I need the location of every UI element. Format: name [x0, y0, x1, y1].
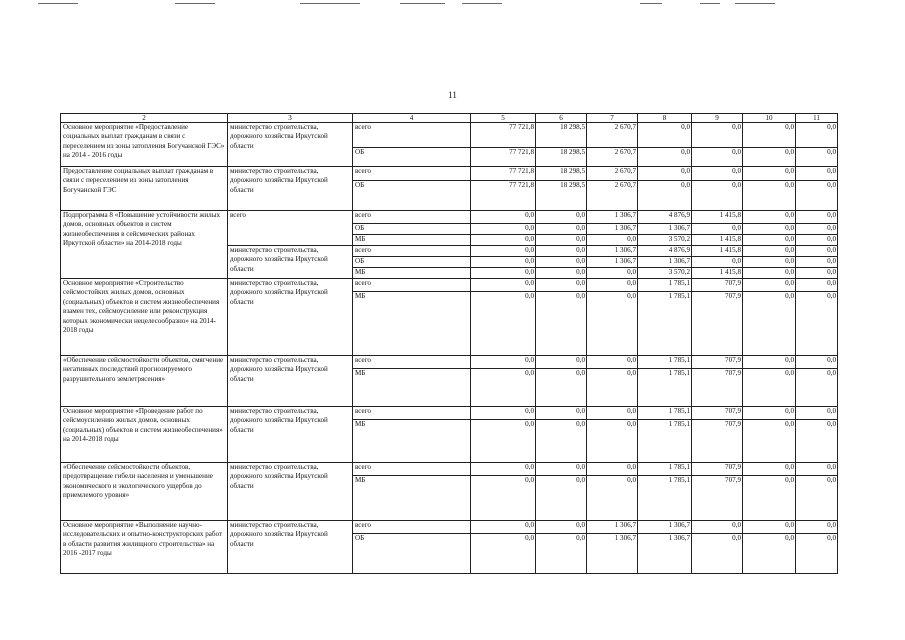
amount-cell: 0,0: [743, 476, 796, 521]
amount-cell: 1 785,1: [638, 279, 692, 292]
page-number: 11: [448, 90, 457, 100]
column-number: 8: [638, 114, 692, 123]
amount-cell: 707,9: [692, 407, 743, 420]
amount-cell: 0,0: [796, 292, 838, 356]
table-row: [61, 167, 838, 181]
column-number: 6: [536, 114, 587, 123]
amount-cell: 707,9: [692, 292, 743, 356]
amount-cell: 0,0: [536, 279, 587, 292]
column-number: 4: [353, 114, 471, 123]
column-number-header: [61, 114, 838, 123]
amount-cell: 707,9: [692, 476, 743, 521]
executor-name: министерство строительства, дорожного хозяйства Иркутской области: [228, 463, 353, 521]
amount-cell: 0,0: [536, 268, 587, 279]
amount-cell: 1 785,1: [638, 476, 692, 521]
amount-cell: 0,0: [743, 224, 796, 235]
funding-source: всего: [353, 407, 471, 420]
amount-cell: 0,0: [692, 123, 743, 148]
amount-cell: 0,0: [743, 246, 796, 257]
amount-cell: 0,0: [471, 463, 536, 476]
amount-cell: 0,0: [743, 123, 796, 148]
amount-cell: 0,0: [536, 356, 587, 369]
column-number: 10: [743, 114, 796, 123]
amount-cell: 2 670,7: [587, 123, 638, 148]
amount-cell: 0,0: [536, 534, 587, 574]
amount-cell: 18 298,5: [536, 123, 587, 148]
amount-cell: 0,0: [796, 279, 838, 292]
amount-cell: 0,0: [796, 521, 838, 534]
amount-cell: 0,0: [796, 476, 838, 521]
amount-cell: 3 570,2: [638, 268, 692, 279]
amount-cell: 0,0: [743, 181, 796, 211]
amount-cell: 0,0: [587, 369, 638, 407]
amount-cell: 1 306,7: [638, 257, 692, 268]
amount-cell: 0,0: [638, 123, 692, 148]
amount-cell: 1 306,7: [638, 521, 692, 534]
table-row: [61, 407, 838, 420]
amount-cell: 0,0: [743, 235, 796, 246]
column-number: 7: [587, 114, 638, 123]
amount-cell: 0,0: [471, 407, 536, 420]
amount-cell: 0,0: [471, 521, 536, 534]
amount-cell: 0,0: [743, 420, 796, 463]
amount-cell: 0,0: [796, 407, 838, 420]
funding-source: всего: [353, 246, 471, 257]
amount-cell: 1 415,8: [692, 268, 743, 279]
amount-cell: 0,0: [471, 476, 536, 521]
amount-cell: 0,0: [587, 407, 638, 420]
amount-cell: 77 721,8: [471, 167, 536, 181]
amount-cell: 0,0: [536, 211, 587, 224]
amount-cell: 0,0: [587, 292, 638, 356]
amount-cell: 0,0: [692, 148, 743, 167]
amount-cell: 0,0: [536, 521, 587, 534]
amount-cell: 707,9: [692, 463, 743, 476]
amount-cell: 2 670,7: [587, 181, 638, 211]
amount-cell: 1 306,7: [587, 521, 638, 534]
amount-cell: 0,0: [536, 246, 587, 257]
amount-cell: 0,0: [536, 420, 587, 463]
funding-source: МБ: [353, 369, 471, 407]
amount-cell: 0,0: [638, 181, 692, 211]
amount-cell: 0,0: [587, 235, 638, 246]
amount-cell: 0,0: [471, 534, 536, 574]
amount-cell: 0,0: [587, 476, 638, 521]
amount-cell: 0,0: [471, 224, 536, 235]
funding-source: всего: [353, 521, 471, 534]
amount-cell: 0,0: [587, 420, 638, 463]
amount-cell: 1 785,1: [638, 369, 692, 407]
table-row: [61, 123, 838, 148]
amount-cell: 0,0: [587, 356, 638, 369]
amount-cell: 4 876,9: [638, 246, 692, 257]
amount-cell: 0,0: [471, 246, 536, 257]
amount-cell: 0,0: [536, 292, 587, 356]
amount-cell: 0,0: [796, 420, 838, 463]
funding-source: ОБ: [353, 534, 471, 574]
amount-cell: 1 415,8: [692, 246, 743, 257]
amount-cell: 18 298,5: [536, 167, 587, 181]
executor-name: всего: [228, 211, 353, 246]
amount-cell: 0,0: [471, 420, 536, 463]
column-number: 3: [228, 114, 353, 123]
amount-cell: 0,0: [743, 257, 796, 268]
activity-name: Подпрограмма 8 «Повышение устойчивости жилых домов, основных объектов и систем жизнеобеспечения в сейсмических районах Иркутской области» на 2014-2018 годы: [61, 211, 228, 279]
funding-source: всего: [353, 279, 471, 292]
table-row: [61, 211, 838, 224]
amount-cell: 1 306,7: [638, 534, 692, 574]
funding-source: всего: [353, 211, 471, 224]
amount-cell: 0,0: [471, 292, 536, 356]
amount-cell: 0,0: [692, 181, 743, 211]
amount-cell: 18 298,5: [536, 148, 587, 167]
scan-top-marks: [0, 0, 905, 12]
funding-source: МБ: [353, 476, 471, 521]
amount-cell: 0,0: [743, 148, 796, 167]
activity-name: Основное мероприятие «Проведение работ по сейсмоусилению жилых домов, основных (социальных) объектов и систем жизнеобеспечения» на 2014-2018 годы: [61, 407, 228, 463]
amount-cell: 0,0: [743, 534, 796, 574]
amount-cell: 0,0: [796, 356, 838, 369]
amount-cell: 77 721,8: [471, 148, 536, 167]
amount-cell: 0,0: [536, 257, 587, 268]
amount-cell: 0,0: [743, 356, 796, 369]
amount-cell: 0,0: [796, 235, 838, 246]
amount-cell: 0,0: [796, 224, 838, 235]
amount-cell: 0,0: [743, 167, 796, 181]
amount-cell: 0,0: [743, 407, 796, 420]
activity-name: «Обеспечение сейсмостойкости объектов, предотвращение гибели населения и уменьшение экономического и экологического ущербов до приемлемого уровня»: [61, 463, 228, 521]
amount-cell: 0,0: [471, 268, 536, 279]
amount-cell: 0,0: [796, 369, 838, 407]
activity-name: Основное мероприятие «Строительство сейсмостойких жилых домов, основных (социальных) объектов и систем жизнеобеспечения взамен тех, сейсмоусиление или реконструкция которых экономически нецелесообразно» на 2014-2018 годы: [61, 279, 228, 356]
funding-source: МБ: [353, 268, 471, 279]
amount-cell: 0,0: [796, 211, 838, 224]
funding-source: всего: [353, 167, 471, 181]
column-number: 5: [471, 114, 536, 123]
amount-cell: 0,0: [536, 476, 587, 521]
amount-cell: 1 785,1: [638, 407, 692, 420]
amount-cell: 2 670,7: [587, 148, 638, 167]
column-number: 9: [692, 114, 743, 123]
amount-cell: 0,0: [587, 279, 638, 292]
amount-cell: 0,0: [743, 211, 796, 224]
amount-cell: 1 306,7: [587, 534, 638, 574]
table-row: [61, 356, 838, 369]
amount-cell: 0,0: [692, 534, 743, 574]
amount-cell: 77 721,8: [471, 123, 536, 148]
amount-cell: 0,0: [796, 181, 838, 211]
executor-name: министерство строительства, дорожного хозяйства Иркутской области: [228, 279, 353, 356]
column-number: 2: [61, 114, 228, 123]
amount-cell: 0,0: [471, 356, 536, 369]
funding-source: всего: [353, 463, 471, 476]
amount-cell: 0,0: [692, 257, 743, 268]
amount-cell: 4 876,9: [638, 211, 692, 224]
table-row: [61, 463, 838, 476]
activity-name: Основное мероприятие «Выполнение научно-исследовательских и опытно-конструкторских работ в области развития жилищного строительства» на 2016 -2017 годы: [61, 521, 228, 574]
amount-cell: 0,0: [471, 235, 536, 246]
amount-cell: 2 670,7: [587, 167, 638, 181]
amount-cell: 0,0: [471, 257, 536, 268]
executor-name: министерство строительства, дорожного хозяйства Иркутской области: [228, 246, 353, 279]
amount-cell: 0,0: [692, 521, 743, 534]
executor-name: министерство строительства, дорожного хозяйства Иркутской области: [228, 123, 353, 167]
amount-cell: 0,0: [743, 369, 796, 407]
amount-cell: 0,0: [796, 246, 838, 257]
amount-cell: 1 306,7: [587, 246, 638, 257]
amount-cell: 0,0: [796, 167, 838, 181]
amount-cell: 1 785,1: [638, 292, 692, 356]
amount-cell: 707,9: [692, 369, 743, 407]
funding-source: МБ: [353, 292, 471, 356]
amount-cell: 0,0: [692, 224, 743, 235]
amount-cell: 0,0: [743, 268, 796, 279]
amount-cell: 0,0: [796, 463, 838, 476]
amount-cell: 77 721,8: [471, 181, 536, 211]
executor-name: министерство строительства, дорожного хозяйства Иркутской области: [228, 407, 353, 463]
funding-source: ОБ: [353, 224, 471, 235]
amount-cell: 0,0: [471, 369, 536, 407]
amount-cell: 0,0: [536, 463, 587, 476]
amount-cell: 18 298,5: [536, 181, 587, 211]
amount-cell: 1 785,1: [638, 356, 692, 369]
amount-cell: 707,9: [692, 356, 743, 369]
amount-cell: 0,0: [743, 292, 796, 356]
amount-cell: 0,0: [692, 167, 743, 181]
activity-name: Основное мероприятие «Предоставление социальных выплат гражданам в связи с переселением из зоны затопления Богучанской ГЭС» на 2014 - 2016 годы: [61, 123, 228, 167]
amount-cell: 1 306,7: [587, 224, 638, 235]
amount-cell: 1 415,8: [692, 235, 743, 246]
budget-table: [60, 113, 838, 574]
amount-cell: 0,0: [796, 534, 838, 574]
amount-cell: 1 415,8: [692, 211, 743, 224]
amount-cell: 0,0: [796, 123, 838, 148]
funding-source: ОБ: [353, 181, 471, 211]
activity-name: «Обеспечение сейсмостойкости объектов, смягчение негативных последствий прогнозируемого разрушительного землетрясения»: [61, 356, 228, 407]
executor-name: министерство строительства, дорожного хозяйства Иркутской области: [228, 521, 353, 574]
amount-cell: 0,0: [796, 148, 838, 167]
amount-cell: 0,0: [587, 268, 638, 279]
funding-source: ОБ: [353, 148, 471, 167]
funding-source: МБ: [353, 235, 471, 246]
amount-cell: 0,0: [743, 521, 796, 534]
amount-cell: 0,0: [536, 369, 587, 407]
amount-cell: 3 570,2: [638, 235, 692, 246]
amount-cell: 0,0: [471, 279, 536, 292]
funding-source: ОБ: [353, 257, 471, 268]
amount-cell: 0,0: [796, 257, 838, 268]
amount-cell: 0,0: [587, 463, 638, 476]
amount-cell: 0,0: [743, 279, 796, 292]
amount-cell: 0,0: [743, 463, 796, 476]
amount-cell: 1 306,7: [587, 257, 638, 268]
amount-cell: 1 785,1: [638, 420, 692, 463]
amount-cell: 0,0: [536, 407, 587, 420]
amount-cell: 0,0: [638, 167, 692, 181]
funding-source: всего: [353, 123, 471, 148]
amount-cell: 707,9: [692, 420, 743, 463]
executor-name: министерство строительства, дорожного хозяйства Иркутской области: [228, 167, 353, 211]
amount-cell: 0,0: [638, 148, 692, 167]
column-number: 11: [796, 114, 838, 123]
amount-cell: 0,0: [536, 235, 587, 246]
amount-cell: 0,0: [471, 211, 536, 224]
funding-source: МБ: [353, 420, 471, 463]
activity-name: Предоставление социальных выплат гражданам в связи с переселением из зоны затопления Богучанской ГЭС: [61, 167, 228, 211]
executor-name: министерство строительства, дорожного хозяйства Иркутской области: [228, 356, 353, 407]
amount-cell: 1 306,7: [587, 211, 638, 224]
amount-cell: 0,0: [536, 224, 587, 235]
funding-source: всего: [353, 356, 471, 369]
amount-cell: 1 306,7: [638, 224, 692, 235]
amount-cell: 0,0: [796, 268, 838, 279]
amount-cell: 707,9: [692, 279, 743, 292]
table-row: [61, 279, 838, 292]
amount-cell: 1 785,1: [638, 463, 692, 476]
table-row: [61, 521, 838, 534]
